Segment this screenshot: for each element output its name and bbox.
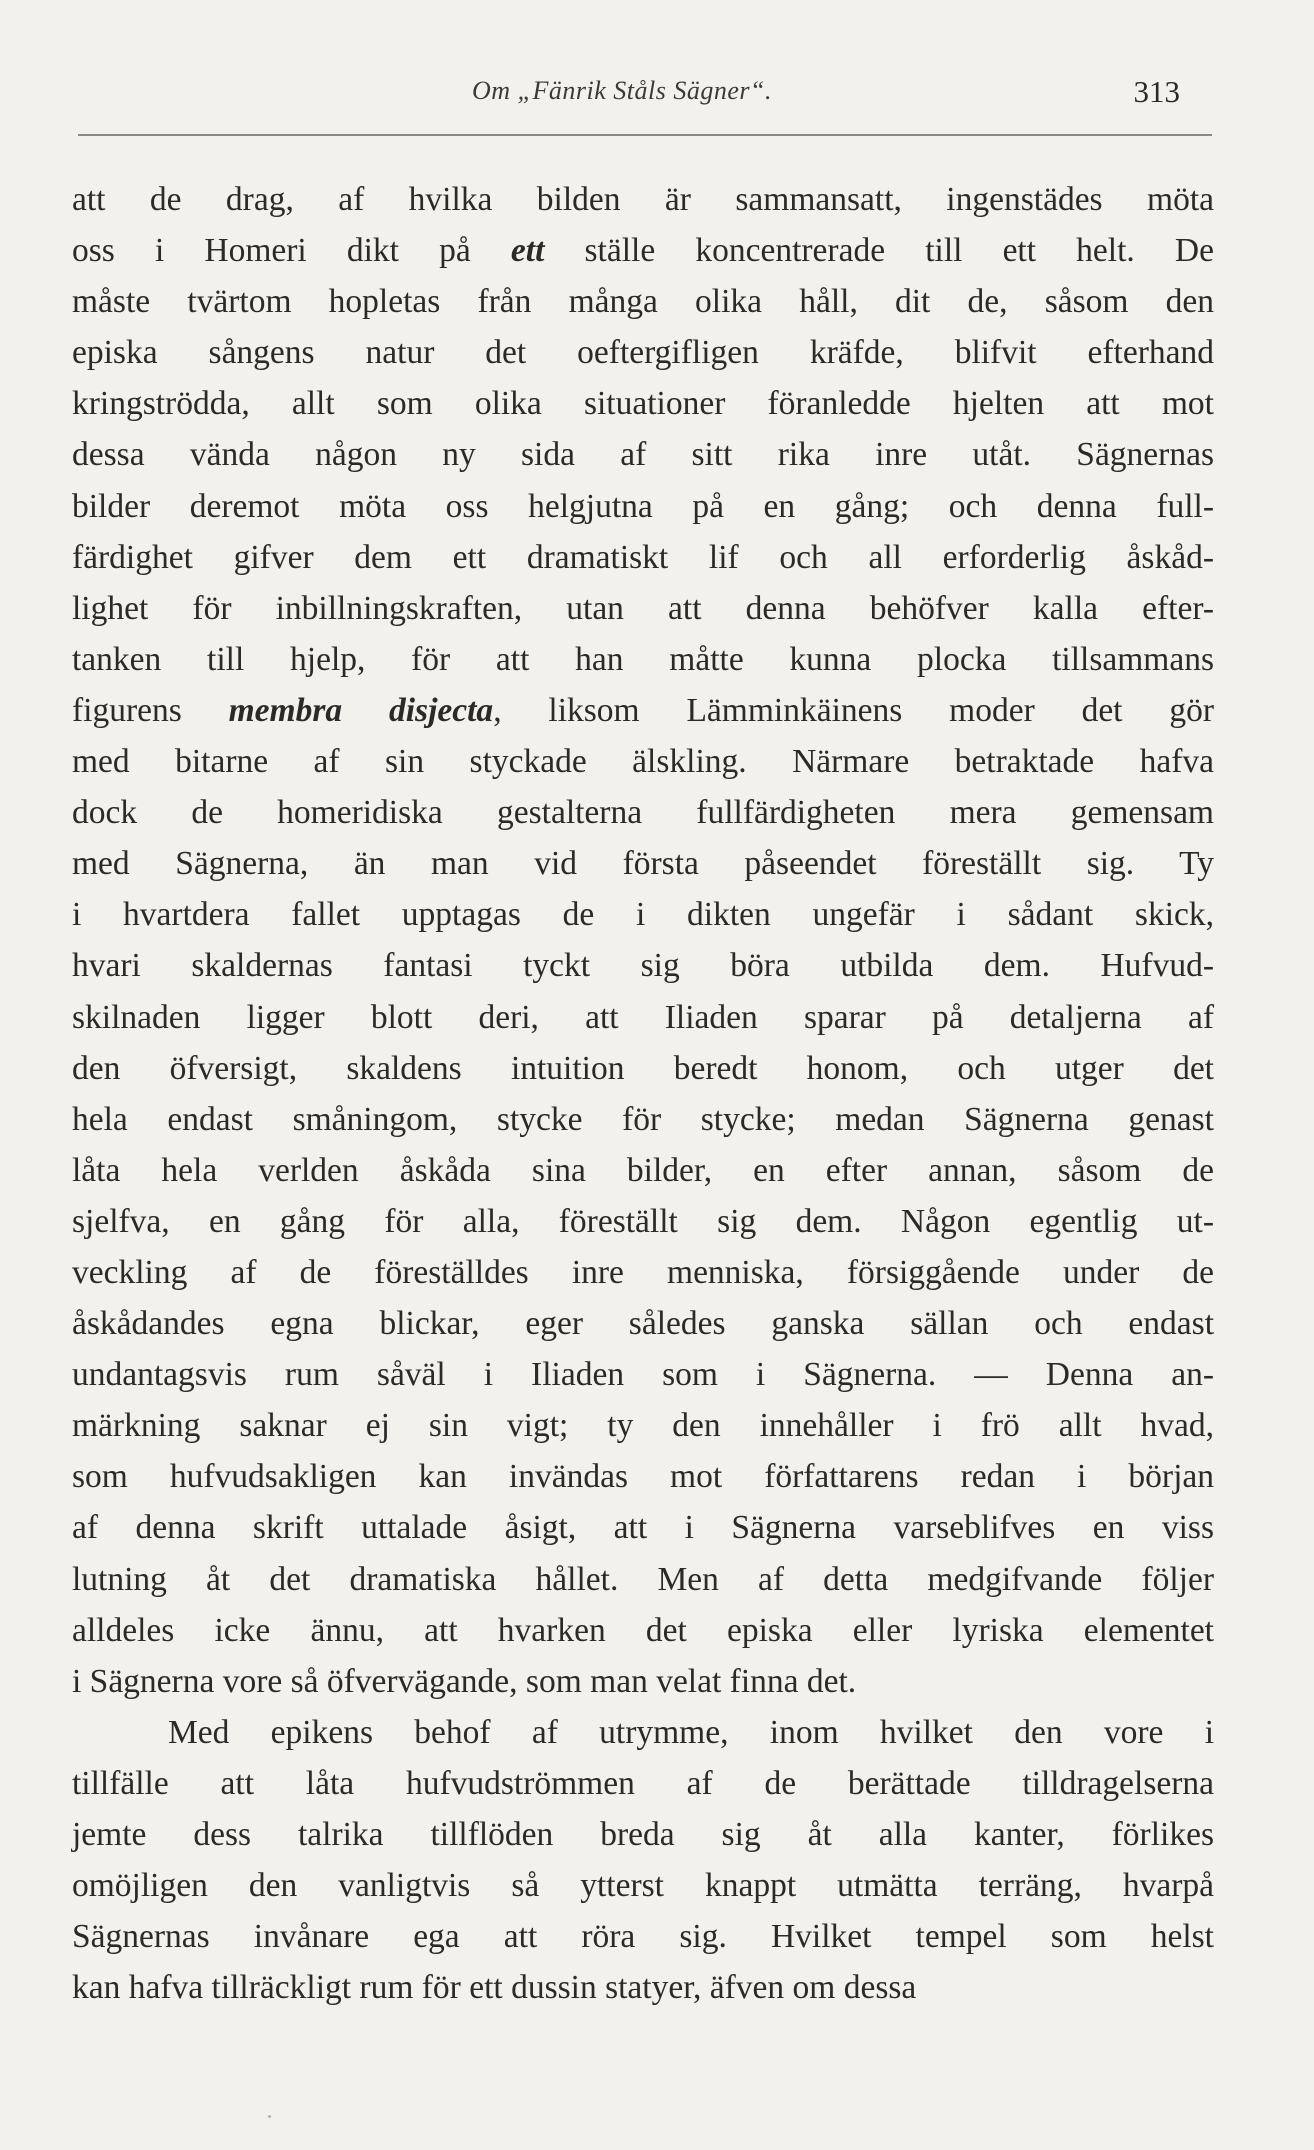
italic-text: membra disjecta [228,691,494,729]
text-line [72,1094,1214,1145]
text-line [72,1400,1214,1451]
text-line [72,1554,1214,1605]
text-segment: episka sångens natur det oeftergifligen kräfde, blifvit efterhand [72,334,1214,372]
text-line [72,583,1214,634]
text-segment: lutning åt det dramatiska hållet. Men af detta medgifvande följer [72,1560,1214,1598]
header-rule [78,134,1212,136]
text-segment: hela endast småningom, stycke för stycke; medan Sägnerna genast [72,1100,1214,1138]
text-segment: tanken till hjelp, för att han måtte kunna plocka tillsammans [72,640,1214,678]
text-line [72,1145,1214,1196]
running-title: Om „Fänrik Ståls Sägner“. [472,76,772,105]
text-segment: Med epikens behof af utrymme, inom hvilket den vore i [168,1713,1214,1751]
text-segment: den öfversigt, skaldens intuition beredt honom, och utger det [72,1049,1214,1087]
text-line [72,1451,1214,1502]
text-line [72,1043,1214,1094]
text-segment: tillfälle att låta hufvudströmmen af de berättade tilldragelserna [72,1764,1214,1802]
text-line [72,1656,1214,1707]
text-line [72,429,1214,480]
text-segment: figurens [72,691,229,729]
text-segment: lighet för inbillningskraften, utan att denna behöfver kalla efter- [72,589,1214,627]
text-segment: måste tvärtom hopletas från många olika håll, dit de, såsom den [72,283,1214,321]
text-line [72,889,1214,940]
text-line [72,1349,1214,1400]
text-segment: af denna skrift uttalade åsigt, att i Sägnerna varseblifves en viss [72,1509,1214,1547]
text-line [72,787,1214,838]
text-line [72,634,1214,685]
text-line [72,225,1214,276]
text-line [72,276,1214,327]
text-segment: låta hela verlden åskåda sina bilder, en efter annan, såsom de [72,1151,1214,1189]
text-line [72,1247,1214,1298]
text-line [72,992,1214,1043]
text-line [72,481,1214,532]
text-segment: , liksom Lämminkäinens moder det gör [493,691,1214,729]
text-line [72,174,1214,225]
text-line [72,1962,1214,2013]
text-segment: undantagsvis rum såväl i Iliaden som i Sägnerna. — Denna an- [72,1356,1214,1394]
text-segment: Sägnernas invånare ega att röra sig. Hvilket tempel som helst [72,1918,1214,1956]
text-line [72,378,1214,429]
text-segment: märkning saknar ej sin vigt; ty den innehåller i frö allt hvad, [72,1407,1214,1445]
text-line [72,1809,1214,1860]
text-segment: dessa vända någon ny sida af sitt rika inre utåt. Sägnernas [72,436,1214,474]
text-line [72,685,1214,736]
text-line [72,736,1214,787]
paper-speck [268,2115,271,2118]
text-segment: oss i Homeri dikt på [72,232,511,270]
text-segment: i Sägnerna vore så öfvervägande, som man velat finna det. [72,1662,857,1700]
text-line [72,1911,1214,1962]
text-segment: veckling af de föreställdes inre menniska, försiggående under de [72,1253,1214,1291]
text-line [72,1502,1214,1553]
text-segment: alldeles icke ännu, att hvarken det episka eller lyriska elementet [72,1611,1214,1649]
text-segment: kringströdda, allt som olika situationer föranledde hjelten att mot [72,385,1214,423]
text-segment: ställe koncentrerade till ett helt. De [544,232,1214,270]
text-line [72,1605,1214,1656]
text-line [72,940,1214,991]
text-segment: bilder deremot möta oss helgjutna på en gång; och denna full- [72,487,1214,525]
text-segment: med bitarne af sin styckade älskling. Närmare betraktade hafva [72,743,1214,781]
text-segment: kan hafva tillräckligt rum för ett dussin statyer, äfven om dessa [72,1969,917,2007]
text-segment: i hvartdera fallet upptagas de i dikten ungefär i sådant skick, [72,896,1214,934]
page-header [72,72,1214,120]
text-segment: färdighet gifver dem ett dramatiskt lif och all erforderlig åskåd- [72,538,1214,576]
text-segment: som hufvudsakligen kan invändas mot författarens redan i början [72,1458,1214,1496]
text-line [72,1707,1214,1758]
body-text [72,174,1214,2013]
text-line [72,838,1214,889]
text-segment: jemte dess talrika tillflöden breda sig åt alla kanter, förlikes [72,1816,1214,1853]
text-segment: hvari skaldernas fantasi tyckt sig böra utbilda dem. Hufvud- [72,947,1214,985]
text-line [72,327,1214,378]
text-line [72,1758,1214,1809]
text-segment: omöjligen den vanligtvis så ytterst knappt utmätta terräng, hvarpå [72,1867,1214,1905]
italic-text: ett [510,232,545,270]
text-segment: att de drag, af hvilka bilden är sammansatt, ingenstädes möta [72,181,1214,218]
text-segment: skilnaden ligger blott deri, att Iliaden sparar på detaljerna af [72,998,1214,1036]
text-line [72,1196,1214,1247]
text-segment: med Sägnerna, än man vid första påseendet föreställt sig. Ty [72,845,1214,883]
text-line [72,1860,1214,1911]
text-segment: dock de homeridiska gestalterna fullfärdigheten mera gemensam [72,794,1214,832]
text-line [72,1298,1214,1349]
text-line [72,532,1214,583]
text-segment: sjelfva, en gång för alla, föreställt sig dem. Någon egentlig ut- [72,1202,1214,1240]
page-number: 313 [1133,74,1180,109]
text-segment: åskådandes egna blickar, eger således ganska sällan och endast [72,1305,1214,1343]
